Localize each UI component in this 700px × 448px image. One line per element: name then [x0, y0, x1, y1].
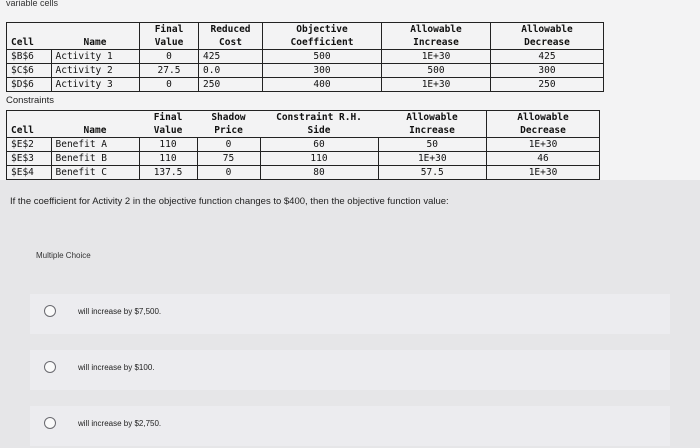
- col-header: [51, 23, 140, 37]
- radio-button[interactable]: [44, 305, 56, 317]
- cell: 110: [260, 152, 378, 166]
- variable-cells-table: [6, 22, 604, 92]
- table-row: [7, 50, 604, 64]
- constraints-title: Constraints: [6, 95, 55, 106]
- col-header: [51, 111, 139, 125]
- variable-cells-title: variable cells: [6, 0, 59, 8]
- col-header: Coefficient: [263, 36, 382, 50]
- cell: 75: [197, 152, 260, 166]
- col-header: Name: [51, 124, 139, 138]
- cell: 1E+30: [378, 152, 487, 166]
- cell: 60: [260, 138, 378, 152]
- col-header: Increase: [378, 124, 487, 138]
- cell: 57.5: [378, 166, 487, 180]
- cell: 80: [260, 166, 378, 180]
- table-row: [7, 64, 604, 78]
- col-header: Final: [140, 23, 199, 37]
- cell: $E$3: [7, 152, 52, 166]
- col-header: Decrease: [491, 36, 604, 50]
- cell: 0: [140, 78, 199, 92]
- col-header: [7, 23, 52, 37]
- col-header: Cost: [199, 36, 263, 50]
- col-header: Objective: [263, 23, 382, 37]
- cell: 1E+30: [382, 50, 491, 64]
- radio-button[interactable]: [44, 361, 56, 373]
- cell: 425: [491, 50, 604, 64]
- cell: Activity 1: [51, 50, 140, 64]
- cell: 0: [197, 166, 260, 180]
- cell: 27.5: [140, 64, 199, 78]
- cell: 1E+30: [382, 78, 491, 92]
- option-label: will increase by $100.: [78, 362, 155, 372]
- col-header: Allowable: [491, 23, 604, 37]
- table-row: [7, 78, 604, 92]
- multiple-choice-label: Multiple Choice: [36, 251, 91, 260]
- option-3[interactable]: [44, 417, 161, 429]
- table-row: [7, 138, 600, 152]
- cell: 1E+30: [487, 166, 600, 180]
- col-header: Allowable: [378, 111, 487, 125]
- cell: 500: [263, 50, 382, 64]
- col-header: Value: [139, 124, 197, 138]
- col-header: Reduced: [199, 23, 263, 37]
- cell: 400: [263, 78, 382, 92]
- cell: Benefit B: [51, 152, 139, 166]
- table-row: [7, 166, 600, 180]
- cell: 300: [263, 64, 382, 78]
- col-header: Side: [260, 124, 378, 138]
- radio-button[interactable]: [44, 417, 56, 429]
- cell: 300: [491, 64, 604, 78]
- cell: 0: [140, 50, 199, 64]
- option-1[interactable]: [44, 305, 161, 317]
- col-header: Decrease: [487, 124, 600, 138]
- col-header: Shadow: [197, 111, 260, 125]
- option-2[interactable]: [44, 361, 154, 373]
- col-header: Constraint R.H.: [260, 111, 378, 125]
- cell: $B$6: [7, 50, 52, 64]
- col-header: Value: [140, 36, 199, 50]
- cell: 137.5: [139, 166, 197, 180]
- cell: $E$2: [7, 138, 52, 152]
- cell: $E$4: [7, 166, 52, 180]
- cell: 500: [382, 64, 491, 78]
- col-header: [7, 111, 52, 125]
- cell: 0: [197, 138, 260, 152]
- cell: 425: [199, 50, 263, 64]
- cell: Activity 2: [51, 64, 140, 78]
- col-header: Final: [139, 111, 197, 125]
- cell: 250: [491, 78, 604, 92]
- col-header: Cell: [7, 36, 52, 50]
- option-label: will increase by $7,500.: [78, 306, 162, 316]
- cell: 1E+30: [487, 138, 600, 152]
- question-text: If the coefficient for Activity 2 in the objective function changes to $400, then the objective function value:: [10, 196, 449, 207]
- cell: 46: [487, 152, 600, 166]
- col-header: Increase: [382, 36, 491, 50]
- col-header: Allowable: [487, 111, 600, 125]
- cell: 110: [139, 138, 197, 152]
- cell: Benefit C: [51, 166, 139, 180]
- sensitivity-report-image: [0, 0, 700, 180]
- cell: Benefit A: [51, 138, 139, 152]
- cell: $D$6: [7, 78, 52, 92]
- col-header: Allowable: [382, 23, 491, 37]
- col-header: Name: [51, 36, 140, 50]
- cell: Activity 3: [51, 78, 140, 92]
- cell: 110: [139, 152, 197, 166]
- col-header: Cell: [7, 124, 52, 138]
- cell: $C$6: [7, 64, 52, 78]
- option-label: will increase by $2,750.: [78, 418, 162, 428]
- constraints-table: [6, 110, 600, 180]
- col-header: Price: [197, 124, 260, 138]
- cell: 0.0: [199, 64, 263, 78]
- cell: 50: [378, 138, 487, 152]
- cell: 250: [199, 78, 263, 92]
- table-row: [7, 152, 600, 166]
